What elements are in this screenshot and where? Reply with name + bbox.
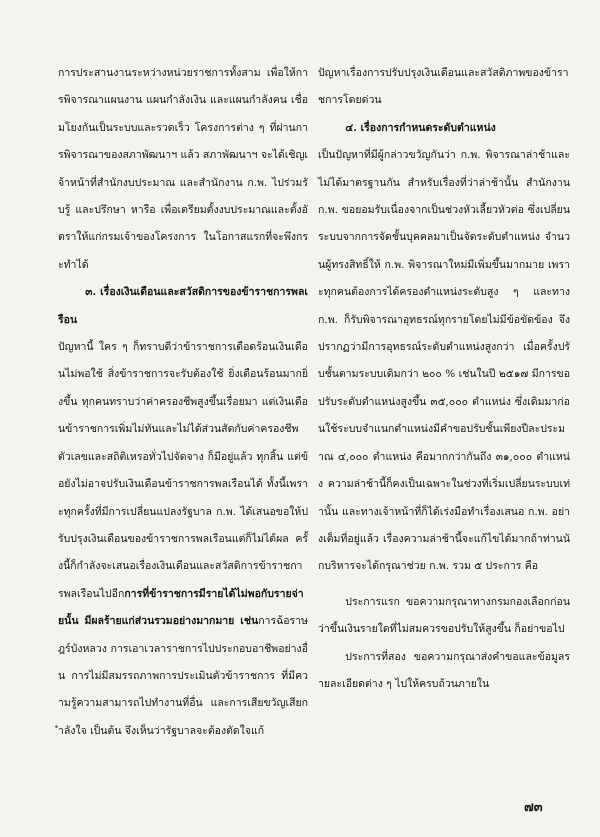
left-paragraph-2-text: ปัญหานี้ ใคร ๆ ก็ทราบดีว่าข้าราชการเดือดร้อนเงินเดือนไม่พอใช้ สิ่งข้าราชการจะรับต้องใช้ ยิ่งเดือนร้อนมากยิ่งขึ้น ทุกคนทราบว่าค่าครองชีพสูงขึ้นเรื่อยมา แต่เงินเดือนข้าราชการเพิ่มไม่ทันและไม่ได้ส่วนสัดกับค่าครองชีพ ตัวเลขและสถิติเหรอทั่วไปจัดจาง ก็มีอยู่แล้ว ทุกสิ้น แต่ข้อยังไม่อาจปรับเงินเดือนข้าราชการพลเรือนได้ ทั้งนี้เพราะทุกครั้งที่มีการเปลี่ยนแปลงรัฐบาล ก.พ. ได้เสนอขอให้ปรับปรุงเงินเดือนของข้าราชการพลเรือนแต่ก็ไม่ได้ผล ครั้งนี้ก็กำลังจะเสนอเรื่องเงินเดือนและสวัสดิการข้าราชการพลเรือนไปอีก — [58, 341, 308, 600]
right-paragraph-1: ปัญหาเรื่องการปรับปรุงเงินเดือนและสวัสดิภาพของข้าราชการโดยด่วน — [318, 67, 569, 107]
right-column — [318, 60, 570, 698]
right-paragraph-4: ประการที่สอง ขอความกรุณาส่งคำขอและข้อมูลรายละเอียดต่าง ๆ ไปให้ครบถ้วนภายใน — [318, 650, 570, 690]
left-paragraph-2-end: การฉ้อราษฎร์บังหลวง การเอาเวลาราชการไปประกอบอาชีพอย่างอื่น การไม่มีสมรรถภาพการประเมินตัวข้าราชการ ที่มีความรู้ความสามารถไปทำงานที่อื่น และการเสียขวัญเสียกำลังใจ เป็นต้น จึงเห็นว่ารัฐบาลจะต้องตัดใจแก้ — [58, 615, 308, 737]
section-4-heading: ๔. เรื่องการกำหนดระดับตำแหน่ง — [345, 121, 496, 134]
page-number: ๗๓ — [524, 800, 543, 815]
left-column — [58, 60, 308, 745]
section-3-heading: ๓. เรื่องเงินเดือนและสวัสดิการของข้าราชการพลเรือน — [58, 286, 308, 326]
left-paragraph-2-bold: การที่ข้าราชการมีรายได้ไม่พอกับรายจ่ายนั้น มีผลร้ายแก่ส่วนรวมอย่างมากมาย เช่น — [58, 587, 304, 628]
left-paragraph-2 — [58, 334, 308, 745]
right-paragraph-2: เป็นปัญหาที่มีผู้กล่าวขวัญกันว่า ก.พ. พิจารณาล่าช้าและไม่ได้มาตรฐานกัน สำหรับเรื่องที่ว่าล่าช้านั้น สำนักงาน ก.พ. ขอยอมรับเนื่องจากเป็นช่วงหัวเลี้ยวหัวต่อ ซึ่งเปลี่ยนระบบจากการจัดชั้นบุคคลมาเป็นจัดระดับตำแหน่ง จำนวนผู้ทรงสิทธิ์ให้ ก.พ. พิจารณาใหม่มีเพิ่มขึ้นมากมาย เพราะทุกคนต้องการได้ครองตำแหน่งระดับสูง ๆ และทาง ก.พ. ก็รับพิจารณาอุทธรณ์ทุกรายโดยไม่มีข้อขัดข้อง จึงปรากฏว่ามีการอุทธรณ์ระดับตำแหน่งสูงกว่า เมื่อครั้งปรับชั้นตามระบบเดิมกว่า ๒๐๐ % เช่นในปี ๒๕๑๗ มีการขอปรับระดับตำแหน่งสูงขึ้น ๓๕,๐๐๐ ตำแหน่ง ซึ่งเดิมมาก่อนใช้ระบบจำแนกตำแหน่งมีคำขอปรับชั้นเพียงปีละประมาณ ๔,๐๐๐ ตำแหน่ง คือมากกว่ากันถึง ๓๑,๐๐๐ ตำแหน่ง ความล่าช้านี้ก็คงเป็นเฉพาะในช่วงที่เริ่มเปลี่ยนระบบเท่านั้น และทางเจ้าหน้าที่ก็ได้เร่งมือทำเรื่องเสนอ ก.พ. อย่างเต็มที่อยู่แล้ว เรื่องความล่าช้านี้จะแก้ไขได้มากถ้าท่านนักบริหารจะได้กรุณาช่วย ก.พ. รวม ๕ ประการ คือ — [318, 149, 570, 573]
paragraph-gap — [318, 581, 570, 589]
right-paragraph-3: ประการแรก ขอความกรุณาทางกรมกองเลือกก่อนว่าขึ้นเงินรายใดที่ไม่สมควรขอปรับให้สูงขึ้น ก็อย่าขอไป — [318, 595, 570, 636]
left-paragraph-1: การประสานงานระหว่างหน่วยราชการทั้งสาม เพื่อให้การพิจารณาแผนงาน แผนกำลังเงิน และแผนกำลังคน เชื่อมโยงกันเป็นระบบและรวดเร็ว โครงการต่าง ๆ ที่ผ่านการพิจารณาของสภาพัฒนาฯ แล้ว สภาพัฒนาฯ จะได้เชิญเจ้าหน้าที่สำนักงบประมาณ และสำนักงาน ก.พ. ไปร่วมรับรู้ และปรึกษา หารือ เพื่อเตรียมตั้งงบประมาณและตั้งอัตราให้แก่กรมเจ้าของโครงการ ในโอกาสแรกที่จะพึงกระทำได้ — [58, 67, 308, 271]
